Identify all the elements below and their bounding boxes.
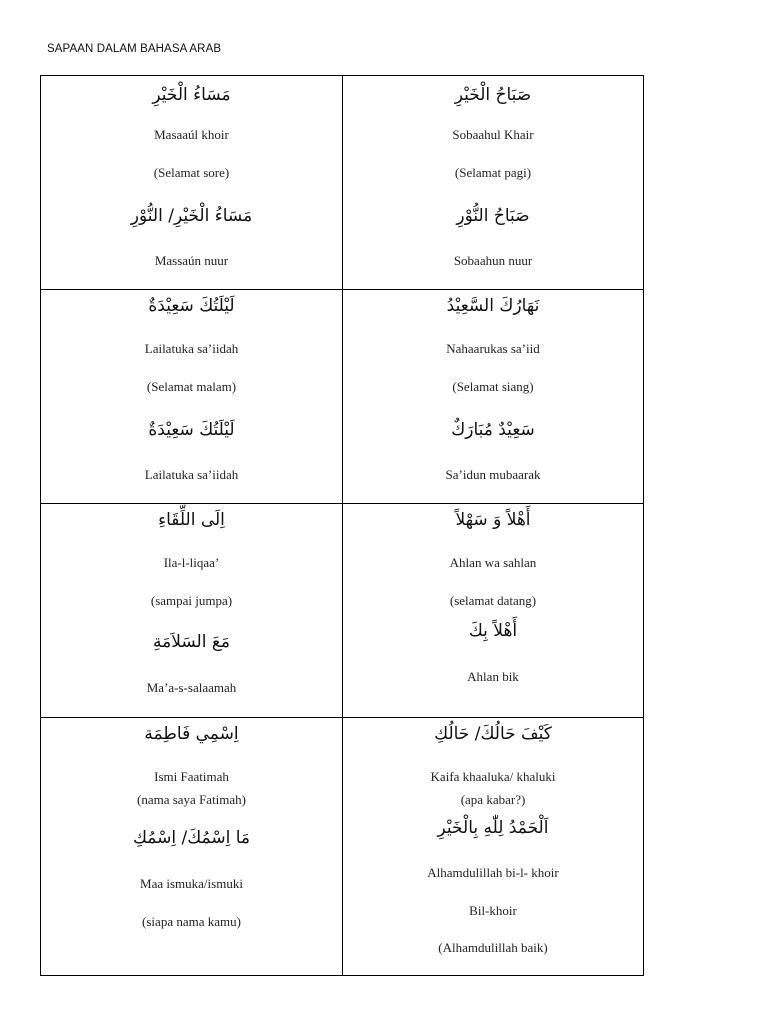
transliteration: Maa ismuka/ismuki (140, 876, 243, 891)
table-row (41, 504, 644, 718)
table-cell (41, 504, 343, 718)
arabic-phrase: اَلْحَمْدُ لِلّٰهِ بِالْخَيْرِ (437, 818, 549, 838)
arabic-phrase: صَبَاحُ النُّوْرِ (456, 206, 530, 226)
meaning: (selamat datang) (449, 593, 537, 608)
transliteration: Ahlan wa sahlan (449, 555, 537, 570)
transliteration: Ahlan bik (467, 669, 519, 684)
transliteration: Sobaahul Khair (452, 127, 534, 142)
arabic-phrase: مَسَاءُ الْخَيْرِ/ النُّوْرِ (130, 206, 253, 226)
arabic-phrase: أَهْلاً بِكَ (468, 621, 518, 641)
table-cell (41, 290, 343, 504)
meaning: (apa kabar?) (460, 792, 526, 807)
arabic-phrase: مَا اِسْمُكَ/ اِسْمُكِ (132, 828, 251, 848)
arabic-phrase: صَبَاحُ الْخَيْرِ (454, 85, 532, 105)
table-cell (41, 718, 343, 976)
meaning: (siapa nama kamu) (142, 914, 241, 929)
transliteration: Sobaahun nuur (453, 253, 533, 268)
transliteration: Lailatuka sa’iidah (144, 341, 239, 356)
arabic-phrase: مَسَاءُ الْخَيْرِ (152, 85, 231, 105)
arabic-phrase: كَيْفَ حَالُكَ/ حَالُكِ (434, 724, 552, 744)
meaning: (sampai jumpa) (150, 593, 233, 608)
transliteration: Masaaúl khoir (154, 127, 229, 142)
arabic-phrase: نَهَارُكَ السَّعِيْدُ (446, 296, 540, 316)
transliteration: Ma’a-s-salaamah (146, 680, 237, 695)
table-cell (343, 290, 644, 504)
arabic-phrase: اِلَى اللِّقَاءِ (158, 510, 225, 530)
table-cell (41, 76, 343, 290)
meaning: (Selamat sore) (153, 165, 230, 180)
arabic-phrase: لَيْلَتُكَ سَعِيْدَةٌ (148, 420, 235, 440)
table-cell (343, 718, 644, 976)
meaning: (Selamat pagi) (454, 165, 532, 180)
document-title: SAPAAN DALAM BAHASA ARAB (47, 43, 222, 55)
table-row (41, 290, 644, 504)
transliteration: Sa’idun mubaarak (445, 467, 541, 482)
arabic-phrase: مَعَ السَلاَمَةِ (153, 632, 230, 652)
transliteration: Lailatuka sa’iidah (144, 467, 239, 482)
table-cell (343, 504, 644, 718)
arabic-phrase: لَيْلَتُكَ سَعِيْدَةٌ (148, 296, 235, 316)
transliteration: Kaifa khaaluka/ khaluki (430, 769, 556, 784)
meaning: (Selamat siang) (452, 379, 534, 394)
table-row (41, 76, 644, 290)
transliteration: Nahaarukas sa’iid (446, 341, 540, 356)
arabic-phrase: سَعِيْدٌ مُبَارَكٌ (451, 420, 535, 440)
arabic-phrase: اِسْمِي فَاطِمَة (144, 724, 239, 744)
greetings-table (40, 75, 644, 976)
transliteration: Alhamdulillah bi-l- khoir (427, 865, 559, 880)
transliteration: Ila-l-liqaa’ (163, 555, 220, 570)
meaning: (nama saya Fatimah) (136, 792, 246, 807)
table-row (41, 718, 644, 976)
meaning: (Alhamdulillah baik) (438, 940, 548, 955)
meaning: (Selamat malam) (146, 379, 237, 394)
transliteration: Massaún nuur (154, 253, 229, 268)
table-cell (343, 76, 644, 290)
short-answer: Bil-khoir (469, 903, 517, 918)
transliteration: Ismi Faatimah (154, 769, 229, 784)
arabic-phrase: أَهْلاً وَ سَهْلاً (455, 510, 531, 530)
